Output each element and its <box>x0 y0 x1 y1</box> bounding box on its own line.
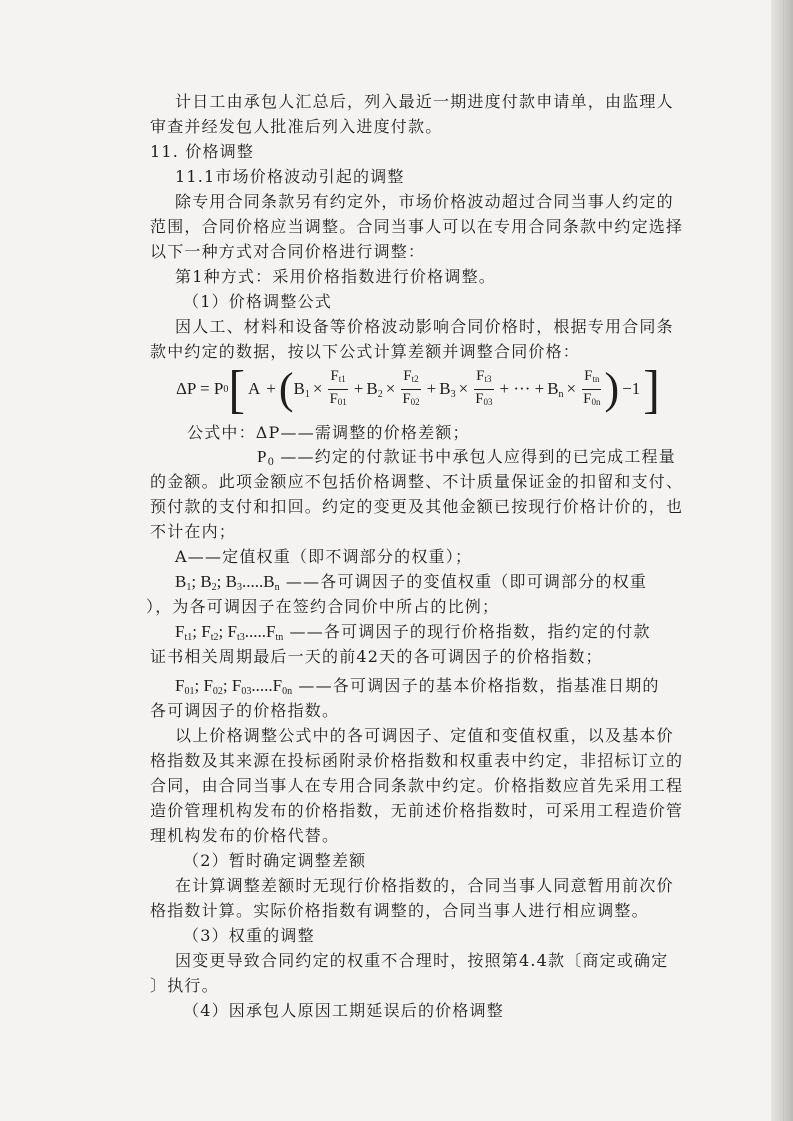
item-heading: （2）暂时确定调整差额 <box>183 851 367 870</box>
paragraph-line: 理机构发布的价格代替。 <box>150 826 340 845</box>
legend-ft: $F_{t1}$; $F_{t2}$; $F_{t3}.....F_{tn}$ ——各可调因子的现行价格指数，指约定的付款 <box>175 622 651 643</box>
paragraph-line: 不计在内； <box>150 522 237 541</box>
paragraph-line: 的金额。此项金额应不包括价格调整、不计质量保证金的扣留和支付、 <box>150 472 684 491</box>
paragraph-line: 因人工、材料和设备等价格波动影响合同价格时，根据专用合同条 <box>175 317 674 336</box>
paragraph-line: 造价管理机构发布的价格指数，无前述价格指数时，可采用工程造价管 <box>150 801 684 820</box>
paragraph-line: 款中约定的数据，按以下公式计算差额并调整合同价格： <box>150 342 581 361</box>
formula-minus-one: −1 <box>622 379 641 398</box>
paragraph-line: 格指数计算。实际价格指数有调整的，合同当事人进行相应调整。 <box>150 901 649 920</box>
price-adjustment-formula: ΔP = P 0 [ A + ( $B_1$ × $\frac{F_{t1}}{F_{01}}$ + $B_2$ × $\frac{F_{t2}}{F_{02}}$ + $B_3$ × $\frac{F_{t3}}{F_{03}}$ + ··· + $B_n$ × $\frac{F_{tn}}{F_{0n}}$ ) −1 ] <box>176 359 660 419</box>
formula-a: A <box>247 379 261 398</box>
subsection-heading: 11.1市场价格波动引起的调整 <box>175 167 405 186</box>
formula-lhs: ΔP = P <box>176 379 224 398</box>
section-heading: 11. 价格调整 <box>150 142 255 161</box>
term-b3: $B_3$ <box>439 378 456 400</box>
legend-p0: $P_0$ ——约定的付款证书中承包人应得到的已完成工程量 <box>257 447 676 468</box>
paragraph-line: 预付款的支付和扣回。约定的变更及其他金额已按现行价格计价的，也 <box>150 497 684 516</box>
paragraph-line: 因变更导致合同约定的权重不合理时，按照第4.4款〔商定或确定 <box>175 951 669 970</box>
page-edge <box>771 0 793 1121</box>
fraction-3: $\frac{F_{t3}}{F_{03}}$ <box>475 367 493 407</box>
paragraph-line: 除专用合同条款另有约定外，市场价格波动超过合同当事人约定的 <box>175 192 674 211</box>
left-paren: ( <box>278 364 294 413</box>
term-bn: $B_n$ <box>547 378 564 400</box>
legend-line: 公式中：ΔP——需调整的价格差额； <box>187 423 470 442</box>
formula-dots: + ··· + <box>499 379 545 398</box>
term-b2: $B_2$ <box>366 378 383 400</box>
right-bracket: ] <box>643 359 660 419</box>
paragraph-line: 计日工由承包人汇总后，列入最近一期进度付款申请单，由监理人 <box>175 92 674 111</box>
paragraph-line: 合同，由合同当事人在专用合同条款中约定。价格指数应首先采用工程 <box>150 776 684 795</box>
paragraph-line: 〕执行。 <box>150 976 219 995</box>
paragraph-line: 在计算调整差额时无现行价格指数的，合同当事人同意暂用前次价 <box>175 876 674 895</box>
right-paren: ) <box>604 364 620 413</box>
item-heading: （3）权重的调整 <box>183 926 315 945</box>
paragraph-line: 第1种方式：采用价格指数进行价格调整。 <box>175 267 496 286</box>
paragraph-line: 各可调因子的价格指数。 <box>150 701 340 720</box>
paragraph-line: ），为各可调因子在签约合同价中所占的比例； <box>146 597 500 616</box>
paragraph-line: 格指数及其来源在投标函附录价格指数和权重表中约定，非招标订立的 <box>150 751 684 770</box>
left-bracket: [ <box>228 359 245 419</box>
legend-b: $B_1$; $B_2$; $B_3.....B_n$ ——各可调因子的变值权重（即可调部分的权重 <box>175 572 648 593</box>
paragraph-line: 证书相关周期最后一天的前42天的各可调因子的价格指数； <box>150 647 603 666</box>
item-heading: （1）价格调整公式 <box>183 292 332 311</box>
item-heading: （4）因承包人原因工期延误后的价格调整 <box>183 1001 504 1020</box>
term-b1: $B_1$ <box>293 378 310 400</box>
paragraph-line: 以上价格调整公式中的各可调因子、定值和变值权重，以及基本价 <box>175 726 674 745</box>
legend-a: A——定值权重（即不调部分的权重）； <box>175 547 473 566</box>
fraction-n: $\frac{F_{tn}}{F_{0n}}$ <box>583 367 601 407</box>
legend-f0: $F_{01}$; $F_{02}$; $F_{03}.....F_{0n}$ ——各可调因子的基本价格指数，指基准日期的 <box>175 676 660 697</box>
paragraph-line: 范围，合同价格应当调整。合同当事人可以在专用合同条款中约定选择 <box>150 217 684 236</box>
paragraph-line: 审查并经发包人批准后列入进度付款。 <box>150 117 443 136</box>
fraction-2: $\frac{F_{t2}}{F_{02}}$ <box>402 367 420 407</box>
fraction-1: $\frac{F_{t1}}{F_{01}}$ <box>329 367 347 407</box>
paragraph-line: 以下一种方式对合同价格进行调整： <box>150 242 426 261</box>
